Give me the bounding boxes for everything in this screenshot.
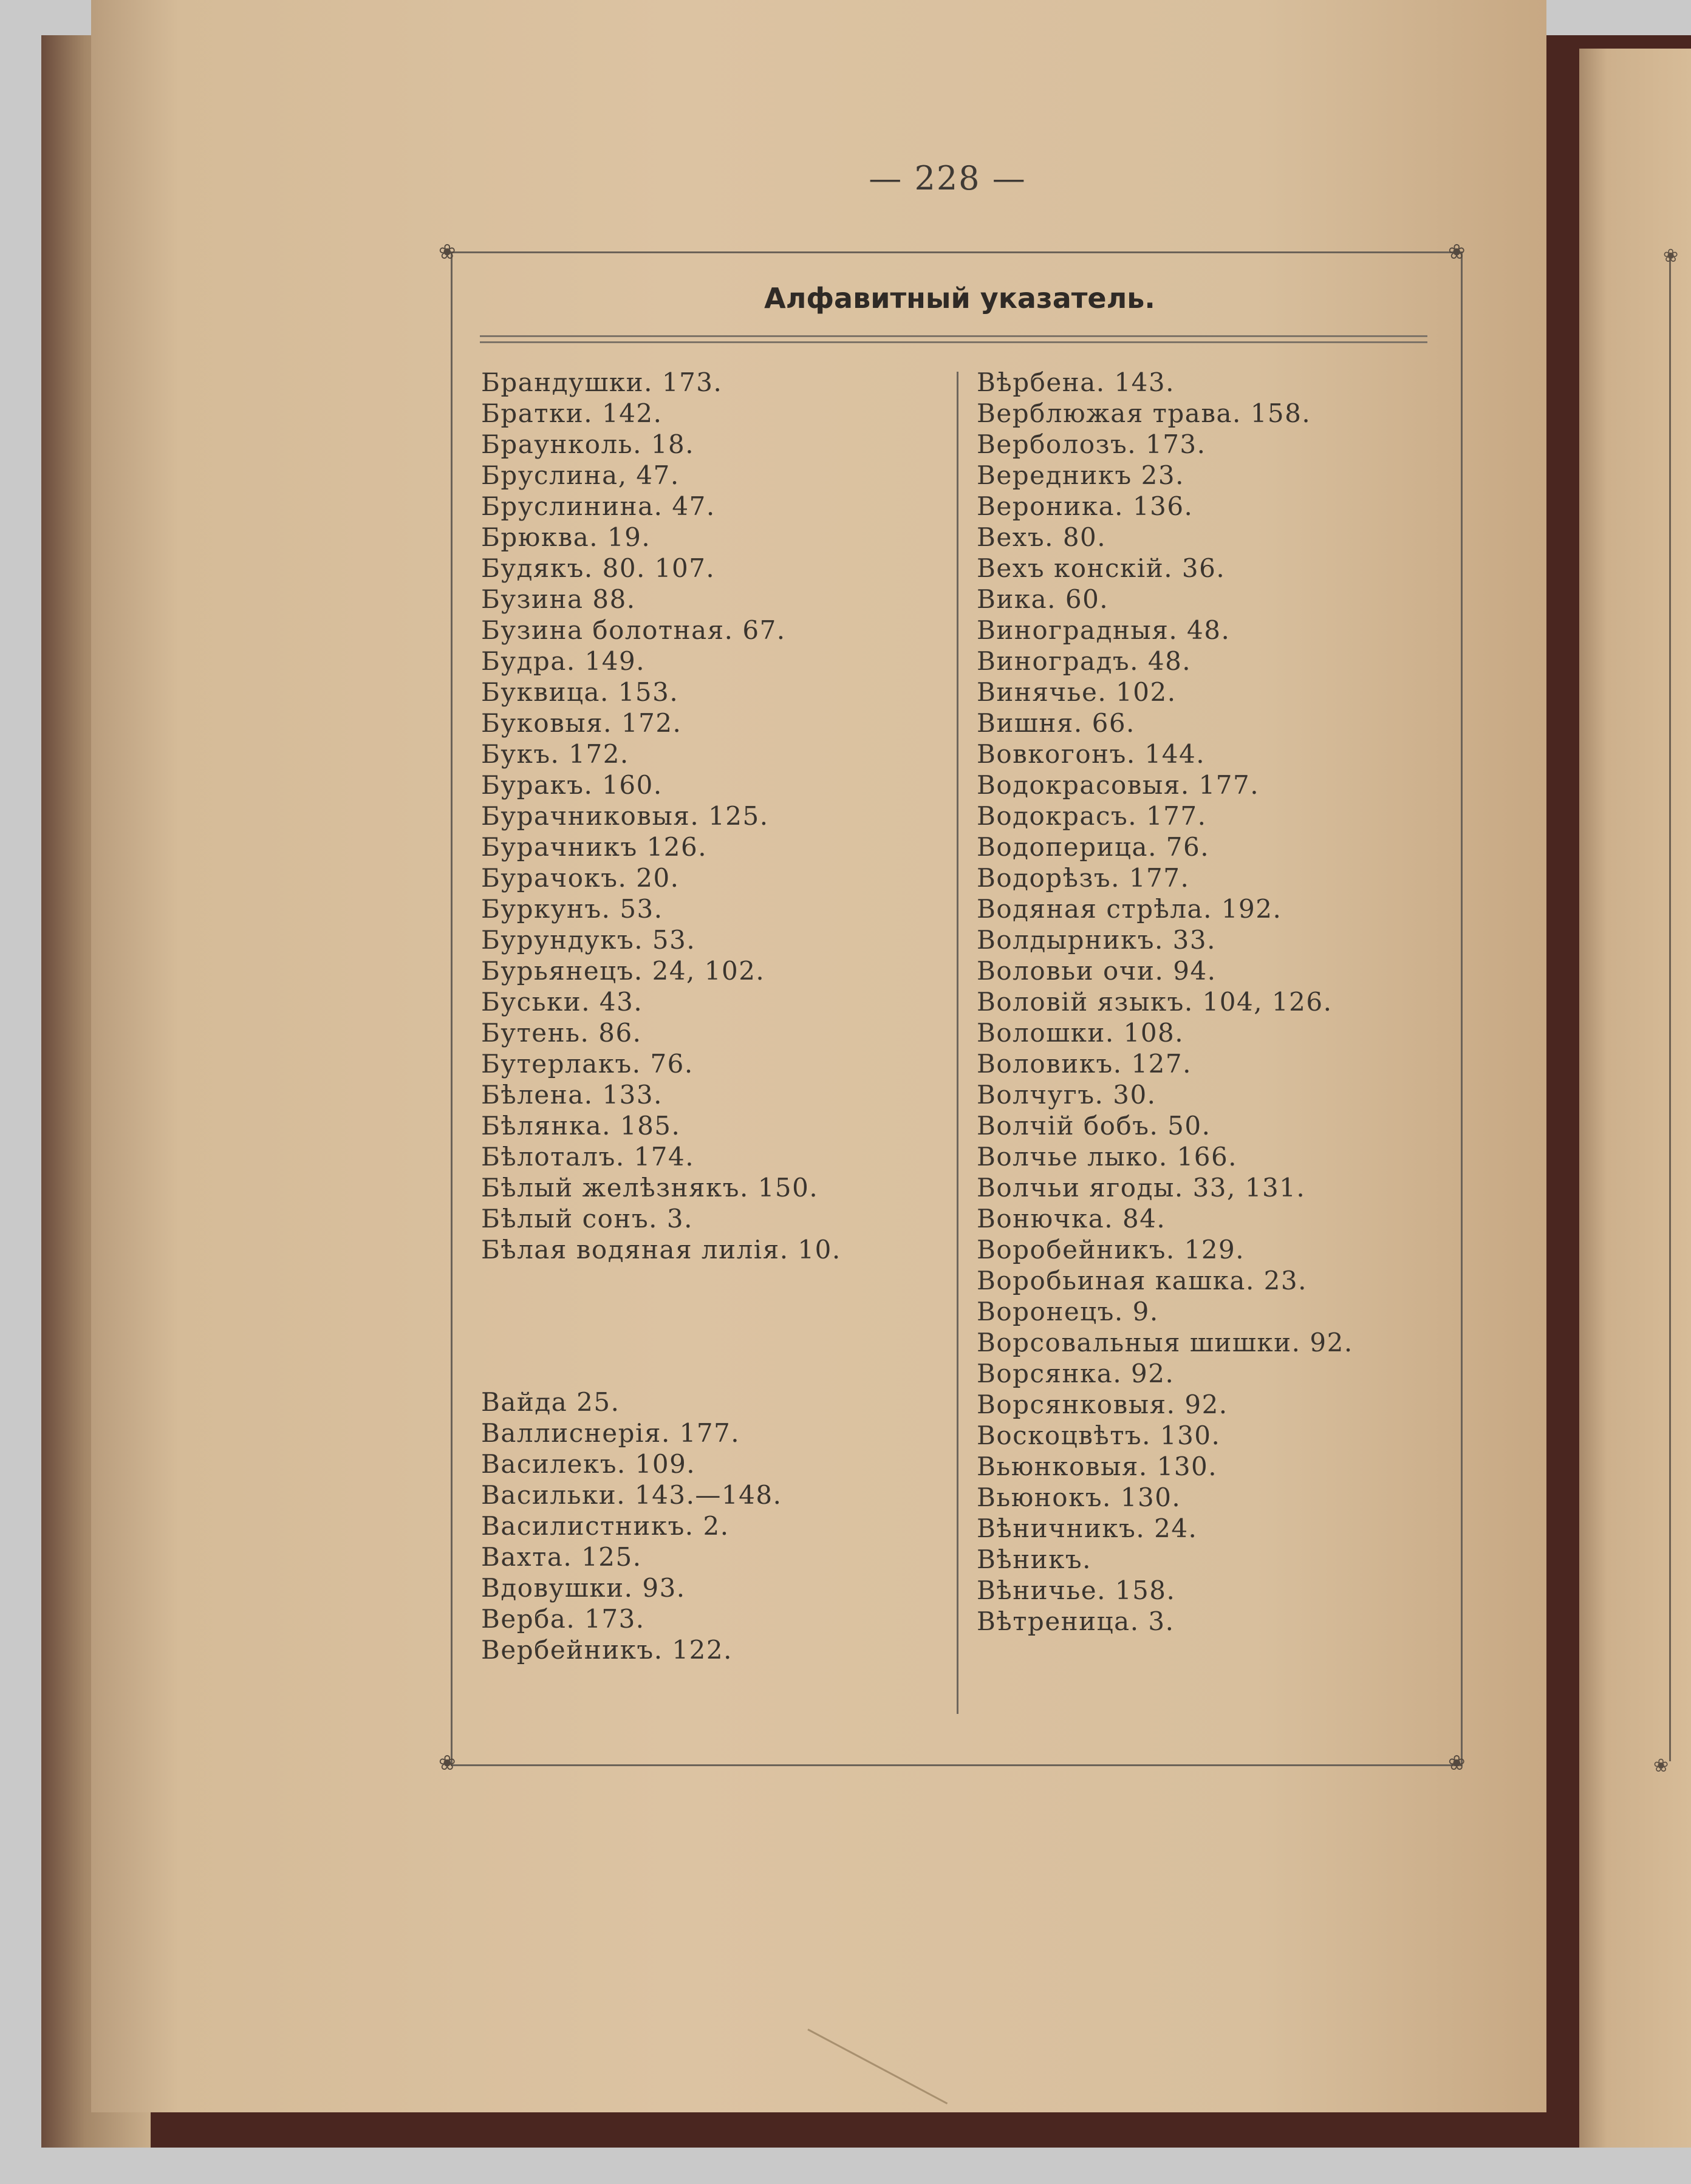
index-entry: Верблюжая трава. 158.: [977, 398, 1311, 428]
index-entry: Водяная стрѣла. 192.: [977, 894, 1282, 924]
index-entry: Волчій бобъ. 50.: [977, 1111, 1211, 1141]
index-entry: Бѣлый сонъ. 3.: [481, 1204, 693, 1234]
index-entry: Вишня. 66.: [977, 708, 1135, 738]
index-entry: Бѣлена. 133.: [481, 1080, 663, 1110]
title-rule-bottom: [480, 341, 1427, 343]
facing-corner-ornament-top: ❀: [1663, 245, 1679, 267]
index-title: Алфавитный указатель.: [764, 282, 1155, 315]
corner-ornament-top-left: ❀: [439, 240, 456, 264]
index-entry: Волдырникъ. 33.: [977, 925, 1216, 955]
index-entry: Бѣлянка. 185.: [481, 1111, 681, 1141]
index-entry: Бурачниковыя. 125.: [481, 801, 769, 831]
index-entry: Виноградъ. 48.: [977, 646, 1192, 676]
index-entry: Вѣничникъ. 24.: [977, 1513, 1198, 1543]
index-entry: Ворсянка. 92.: [977, 1359, 1175, 1388]
index-entry: Волошки. 108.: [977, 1018, 1184, 1048]
index-entry: Воловьи очи. 94.: [977, 956, 1217, 986]
index-entry: Брандушки. 173.: [481, 367, 723, 397]
index-entry: Винячье. 102.: [977, 677, 1177, 707]
index-entry: Ворсовальныя шишки. 92.: [977, 1328, 1353, 1357]
index-entry: Волчугъ. 30.: [977, 1080, 1156, 1110]
index-entry: Будякъ. 80. 107.: [481, 553, 716, 583]
index-entry: Верба. 173.: [481, 1604, 645, 1634]
section-gap: [481, 1265, 841, 1387]
index-entry: Бутень. 86.: [481, 1018, 642, 1048]
index-entry: Вербейникъ. 122.: [481, 1635, 733, 1665]
index-entry: Ворсянковыя. 92.: [977, 1390, 1228, 1419]
index-entry: Бурачникъ 126.: [481, 832, 708, 862]
index-entry: Братки. 142.: [481, 398, 663, 428]
index-entry: Воронецъ. 9.: [977, 1297, 1159, 1326]
index-entry: Вовкогонъ. 144.: [977, 739, 1206, 769]
index-entry: Валлиснерія. 177.: [481, 1418, 740, 1448]
index-entry: Букъ. 172.: [481, 739, 629, 769]
index-entry: Вдовушки. 93.: [481, 1573, 686, 1603]
index-entry: Волчье лыко. 166.: [977, 1142, 1238, 1172]
index-entry: Бѣлая водяная лилія. 10.: [481, 1235, 841, 1264]
index-entry: Буськи. 43.: [481, 987, 643, 1017]
index-entry: Будра. 149.: [481, 646, 646, 676]
index-entry: Виноградныя. 48.: [977, 615, 1231, 645]
index-entry: Вьюнковыя. 130.: [977, 1452, 1218, 1481]
index-entry: Вика. 60.: [977, 584, 1109, 614]
index-entry: Бурундукъ. 53.: [481, 925, 696, 955]
index-entry: Василистникъ. 2.: [481, 1511, 729, 1541]
index-entry: Воробейникъ. 129.: [977, 1235, 1245, 1264]
index-entry: Вѣничье. 158.: [977, 1575, 1176, 1605]
index-entry: Воловій языкъ. 104, 126.: [977, 987, 1333, 1017]
index-entry: Воскоцвѣтъ. 130.: [977, 1421, 1221, 1450]
facing-page: [1579, 49, 1691, 2148]
column-divider: [957, 372, 958, 1714]
index-entry: Водокрасовыя. 177.: [977, 770, 1260, 800]
index-entry: Воробьиная кашка. 23.: [977, 1266, 1307, 1295]
index-entry: Вахта. 125.: [481, 1542, 642, 1572]
title-rule-top: [480, 335, 1427, 337]
index-entry: Водорѣзъ. 177.: [977, 863, 1190, 893]
facing-corner-ornament-bottom: ❀: [1653, 1755, 1669, 1776]
index-entry: Вьюнокъ. 130.: [977, 1483, 1181, 1512]
index-entry: Вероника. 136.: [977, 491, 1194, 521]
index-entry: Водокрасъ. 177.: [977, 801, 1207, 831]
index-entry: Бузина 88.: [481, 584, 636, 614]
index-entry: Вехъ конскій. 36.: [977, 553, 1226, 583]
index-entry: Бутерлакъ. 76.: [481, 1049, 694, 1079]
facing-page-frame: [1669, 255, 1671, 1761]
index-entry: Браунколь. 18.: [481, 429, 695, 459]
index-entry: Брюква. 19.: [481, 522, 651, 552]
index-column-left: [481, 367, 841, 1665]
index-entry: Бруслина, 47.: [481, 460, 680, 490]
index-entry: Бѣлый желѣзнякъ. 150.: [481, 1173, 819, 1203]
index-entry: Вередникъ 23.: [977, 460, 1184, 490]
index-entry: Верболозъ. 173.: [977, 429, 1206, 459]
page-number: — 228 —: [869, 159, 1027, 197]
index-entry: Бруслинина. 47.: [481, 491, 716, 521]
corner-ornament-bottom-right: ❀: [1448, 1751, 1466, 1775]
index-entry: Бузина болотная. 67.: [481, 615, 786, 645]
index-entry: Васильки. 143.—148.: [481, 1480, 782, 1510]
index-entry: Бурьянецъ. 24, 102.: [481, 956, 765, 986]
index-entry: Волчьи ягоды. 33, 131.: [977, 1173, 1306, 1203]
index-entry: Буквица. 153.: [481, 677, 679, 707]
corner-ornament-bottom-left: ❀: [439, 1751, 456, 1775]
index-entry: Вѣтреница. 3.: [977, 1606, 1175, 1636]
index-entry: Вехъ. 80.: [977, 522, 1107, 552]
index-entry: Буркунъ. 53.: [481, 894, 663, 924]
index-entry: Бѣлоталъ. 174.: [481, 1142, 695, 1172]
index-entry: Буковыя. 172.: [481, 708, 682, 738]
index-entry: Вѣникъ.: [977, 1544, 1091, 1574]
index-entry: Василекъ. 109.: [481, 1449, 696, 1479]
index-entry: Воловикъ. 127.: [977, 1049, 1192, 1079]
index-entry: Бурачокъ. 20.: [481, 863, 680, 893]
index-entry: Вонючка. 84.: [977, 1204, 1166, 1234]
index-entry: Вѣрбена. 143.: [977, 367, 1175, 397]
index-entry: Буракъ. 160.: [481, 770, 663, 800]
index-entry: Водоперица. 76.: [977, 832, 1210, 862]
index-entry: Вайда 25.: [481, 1387, 620, 1417]
index-column-right: [977, 367, 1353, 1637]
corner-ornament-top-right: ❀: [1448, 240, 1466, 264]
